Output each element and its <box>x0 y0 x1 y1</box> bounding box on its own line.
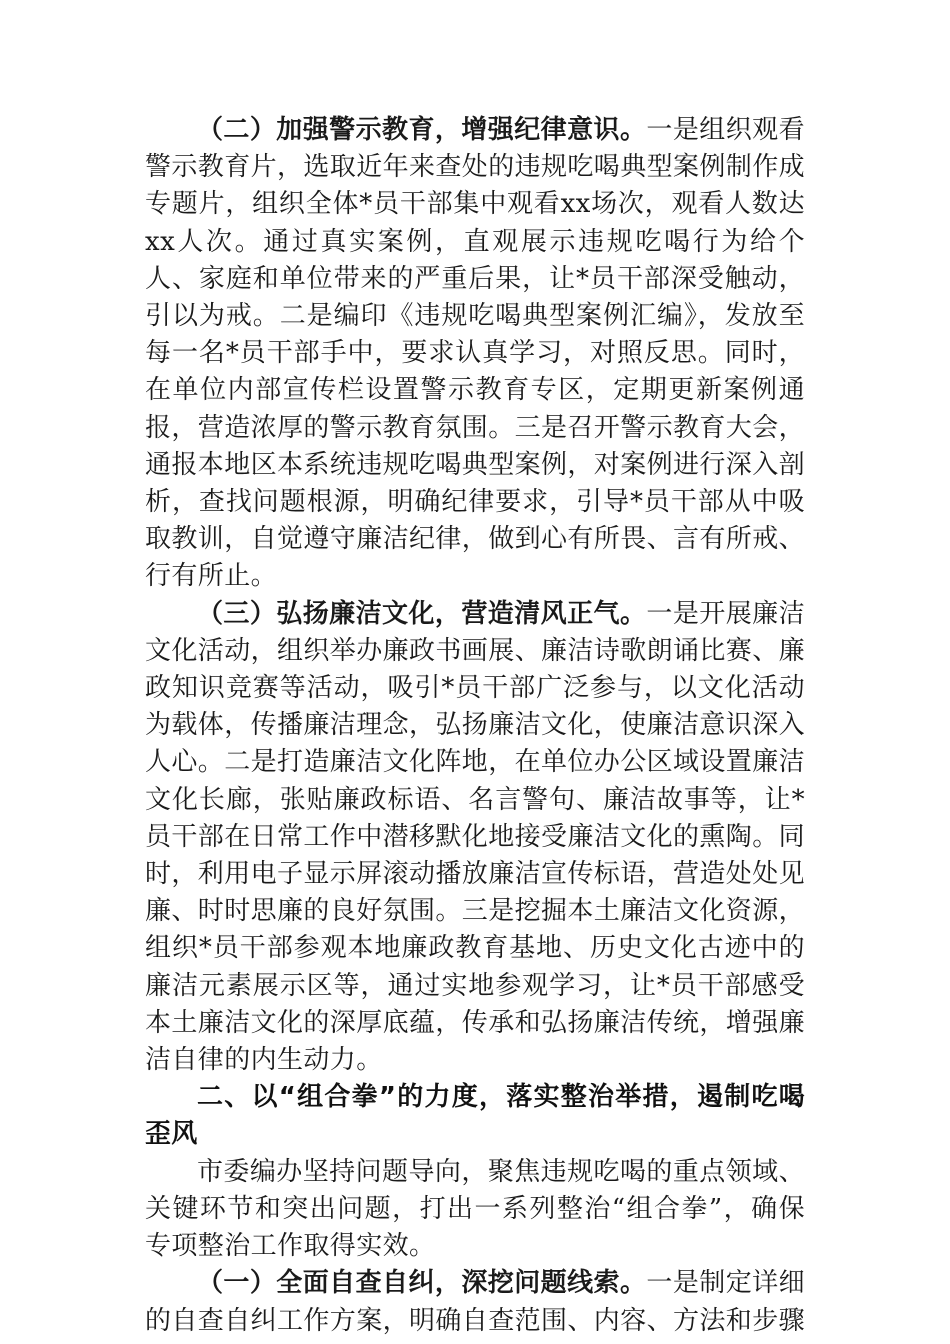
document-body <box>145 112 805 1340</box>
paragraph-warning-education <box>145 112 805 596</box>
paragraph-intro: 市委编办坚持问题导向，聚焦违规吃喝的重点领域、关键环节和突出问题，打出一系列整治“组合拳”，确保专项整治工作取得实效。 <box>145 1156 805 1262</box>
paragraph-text: 一是制定详细的自查自纠工作方案，明确自查范围、内容、方法和步骤 <box>145 1268 806 1336</box>
paragraph-text: 一是组织观看警示教育片，选取近年来查处的违规吃喝典型案例制作成专题片，组织全体*员干部集中观看xx场次，观看人数达xx人次。通过真实案例，直观展示违规吃喝行为给个人、家庭和单位带来的严重后果，让*员干部深受触动，引以为戒。二是编印《违规吃喝典型案例汇编》，发放至每一名*员干部手中，要求认真学习，对照反思。同时，在单位内部宣传栏设置警示教育专区，定期更新案例通报，营造浓厚的警示教育氛围。三是召开警示教育大会，通报本地区本系统违规吃喝典型案例，对案例进行深入剖析，查找问题根源，明确纪律要求，引导*员干部从中吸取教训，自觉遵守廉洁纪律，做到心有所畏、言有所戒、行有所止。 <box>145 115 806 592</box>
paragraph-text: 一是开展廉洁文化活动，组织举办廉政书画展、廉洁诗歌朗诵比赛、廉政知识竞赛等活动，吸引*员干部广泛参与，以文化活动为载体，传播廉洁理念，弘扬廉洁文化，使廉洁意识深入人心。二是打造廉洁文化阵地，在单位办公区域设置廉洁文化长廊，张贴廉政标语、名言警句、廉洁故事等，让*员干部在日常工作中潜移默化地接受廉洁文化的熏陶。同时，利用电子显示屏滚动播放廉洁宣传标语，营造处处见廉、时时思廉的良好氛围。三是挖掘本土廉洁文化资源，组织*员干部参观本地廉政教育基地、历史文化古迹中的廉洁元素展示区等，通过实地参观学习，让*员干部感受本土廉洁文化的深厚底蕴，传承和弘扬廉洁传统，增强廉洁自律的内生动力。 <box>145 598 806 1076</box>
section-heading: 二、以“组合拳”的力度，落实整治举措，遏制吃喝歪风 <box>145 1082 805 1150</box>
paragraph-integrity-culture <box>145 596 805 1080</box>
paragraph-lead: （一）全面自查自纠，深挖问题线索。 <box>197 1268 647 1299</box>
paragraph-lead: （三）弘扬廉洁文化，营造清风正气。 <box>197 598 647 629</box>
paragraph-lead: （二）加强警示教育，增强纪律意识。 <box>197 115 647 145</box>
paragraph-self-inspection <box>145 1265 805 1339</box>
